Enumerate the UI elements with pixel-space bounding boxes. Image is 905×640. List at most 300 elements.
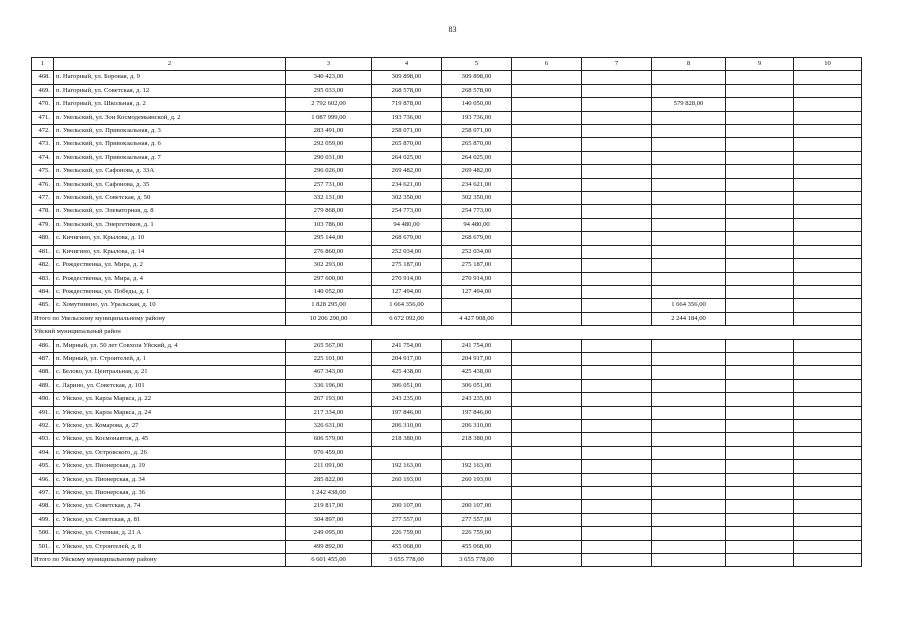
amount-cell-c6: [512, 446, 582, 459]
amount-cell-c3: 140 052,00: [286, 285, 372, 298]
amount-cell-c3: 279 868,00: [286, 205, 372, 218]
table-row: [32, 339, 862, 352]
row-number: 496.: [32, 473, 54, 486]
repair-funding-table: [31, 57, 862, 567]
amount-cell-c3: 217 334,00: [286, 406, 372, 419]
amount-cell-c3: 1 242 438,00: [286, 487, 372, 500]
amount-cell-c8: [652, 151, 726, 164]
amount-cell-c5: 140 050,00: [442, 98, 512, 111]
amount-cell-c3: 249 095,00: [286, 527, 372, 540]
amount-cell-c5: 425 438,00: [442, 366, 512, 379]
amount-cell-c10: [794, 473, 862, 486]
amount-cell-c7: [582, 138, 652, 151]
amount-cell-c7: [582, 192, 652, 205]
amount-cell-c5: 260 193,00: [442, 473, 512, 486]
amount-cell-c4: 719 878,00: [372, 98, 442, 111]
total-amount-c8: 2 244 184,00: [652, 312, 726, 325]
amount-cell-c10: [794, 393, 862, 406]
row-number: 475.: [32, 165, 54, 178]
amount-cell-c10: [794, 178, 862, 191]
amount-cell-c6: [512, 513, 582, 526]
row-number: 476.: [32, 178, 54, 191]
amount-cell-c4: 200 107,00: [372, 500, 442, 513]
address-cell: п. Мирный, ул. Строителей, д. 1: [54, 352, 286, 365]
amount-cell-c9: [726, 339, 794, 352]
amount-cell-c7: [582, 259, 652, 272]
row-number: 487.: [32, 352, 54, 365]
amount-cell-c6: [512, 366, 582, 379]
amount-cell-c4: 425 438,00: [372, 366, 442, 379]
address-cell: с. Белово, ул. Центральная, д. 21: [54, 366, 286, 379]
table-row: [32, 151, 862, 164]
table-row: [32, 218, 862, 231]
total-label: Итого по Уйскому муниципальному району: [32, 554, 286, 567]
amount-cell-c6: [512, 419, 582, 432]
amount-cell-c8: [652, 111, 726, 124]
table-body: [32, 71, 862, 567]
amount-cell-c9: [726, 218, 794, 231]
address-cell: п. Увельский, ул. Элеваторная, д. 8: [54, 205, 286, 218]
amount-cell-c10: [794, 151, 862, 164]
amount-cell-c8: [652, 285, 726, 298]
amount-cell-c7: [582, 433, 652, 446]
address-cell: п. Нагорный, ул. Советская, д. 12: [54, 84, 286, 97]
amount-cell-c10: [794, 259, 862, 272]
header-cell: 9: [726, 58, 794, 71]
amount-cell-c9: [726, 487, 794, 500]
amount-cell-c6: [512, 232, 582, 245]
amount-cell-c3: 257 731,00: [286, 178, 372, 191]
address-cell: с. Уйское, ул. Комарова, д. 27: [54, 419, 286, 432]
amount-cell-c5: 192 163,00: [442, 460, 512, 473]
amount-cell-c7: [582, 419, 652, 432]
table-row: [32, 232, 862, 245]
address-cell: с. Уйское, ул. Пионерская, д. 19: [54, 460, 286, 473]
amount-cell-c9: [726, 473, 794, 486]
table-row: [32, 125, 862, 138]
amount-cell-c3: 267 193,00: [286, 393, 372, 406]
amount-cell-c6: [512, 433, 582, 446]
amount-cell-c5: [442, 487, 512, 500]
address-cell: п. Увельский, ул. Привокзальная, д. 3: [54, 125, 286, 138]
amount-cell-c5: 258 071,00: [442, 125, 512, 138]
total-amount-c9: [726, 554, 794, 567]
amount-cell-c10: [794, 352, 862, 365]
amount-cell-c10: [794, 245, 862, 258]
amount-cell-c9: [726, 406, 794, 419]
table-row: [32, 299, 862, 312]
amount-cell-c7: [582, 98, 652, 111]
amount-cell-c5: 275 187,00: [442, 259, 512, 272]
amount-cell-c9: [726, 205, 794, 218]
page-number: 83: [448, 25, 457, 34]
amount-cell-c8: [652, 460, 726, 473]
row-number: 474.: [32, 151, 54, 164]
amount-cell-c7: [582, 366, 652, 379]
address-cell: с. Кичигино, ул. Крылова, д. 10: [54, 232, 286, 245]
amount-cell-c7: [582, 205, 652, 218]
amount-cell-c3: 1 087 999,00: [286, 111, 372, 124]
table-row: [32, 406, 862, 419]
amount-cell-c10: [794, 138, 862, 151]
amount-cell-c8: [652, 165, 726, 178]
section-label: Уйский муниципальный район: [32, 326, 862, 339]
row-number: 491.: [32, 406, 54, 419]
amount-cell-c7: [582, 513, 652, 526]
amount-cell-c10: [794, 500, 862, 513]
amount-cell-c3: 292 059,00: [286, 138, 372, 151]
amount-cell-c5: 268 578,00: [442, 84, 512, 97]
total-row: [32, 312, 862, 325]
amount-cell-c5: 94 480,00: [442, 218, 512, 231]
amount-cell-c6: [512, 245, 582, 258]
amount-cell-c6: [512, 393, 582, 406]
amount-cell-c10: [794, 111, 862, 124]
amount-cell-c9: [726, 540, 794, 553]
amount-cell-c6: [512, 379, 582, 392]
row-number: 486.: [32, 339, 54, 352]
amount-cell-c3: 976 459,00: [286, 446, 372, 459]
amount-cell-c6: [512, 151, 582, 164]
amount-cell-c8: [652, 192, 726, 205]
amount-cell-c4: 192 163,00: [372, 460, 442, 473]
address-cell: п. Нагорный, ул. Боровая, д. 9: [54, 71, 286, 84]
table-row: [32, 473, 862, 486]
amount-cell-c9: [726, 513, 794, 526]
amount-cell-c8: [652, 339, 726, 352]
table-row: [32, 245, 862, 258]
amount-cell-c7: [582, 84, 652, 97]
amount-cell-c3: 304 897,00: [286, 513, 372, 526]
amount-cell-c9: [726, 98, 794, 111]
table-row: [32, 487, 862, 500]
amount-cell-c7: [582, 245, 652, 258]
amount-cell-c8: [652, 352, 726, 365]
amount-cell-c9: [726, 138, 794, 151]
row-number: 483.: [32, 272, 54, 285]
row-number: 495.: [32, 460, 54, 473]
address-cell: с. Уйское, ул. Островского, д. 26: [54, 446, 286, 459]
amount-cell-c6: [512, 71, 582, 84]
amount-cell-c8: [652, 178, 726, 191]
amount-cell-c6: [512, 165, 582, 178]
amount-cell-c3: 295 144,00: [286, 232, 372, 245]
table-row: [32, 366, 862, 379]
amount-cell-c7: [582, 299, 652, 312]
amount-cell-c10: [794, 205, 862, 218]
amount-cell-c4: 306 051,00: [372, 379, 442, 392]
total-amount-c3: 10 206 290,00: [286, 312, 372, 325]
amount-cell-c9: [726, 245, 794, 258]
amount-cell-c5: 270 914,00: [442, 272, 512, 285]
table-row: [32, 393, 862, 406]
amount-cell-c6: [512, 111, 582, 124]
amount-cell-c9: [726, 446, 794, 459]
row-number: 470.: [32, 98, 54, 111]
row-number: 478.: [32, 205, 54, 218]
amount-cell-c3: 290 031,00: [286, 151, 372, 164]
amount-cell-c3: 336 196,00: [286, 379, 372, 392]
amount-cell-c7: [582, 111, 652, 124]
amount-cell-c9: [726, 165, 794, 178]
amount-cell-c10: [794, 527, 862, 540]
amount-cell-c4: 258 071,00: [372, 125, 442, 138]
amount-cell-c8: [652, 487, 726, 500]
address-cell: п. Увельский, ул. Энергетиков, д. 1: [54, 218, 286, 231]
address-cell: п. Увельский, ул. Привокзальная, д. 7: [54, 151, 286, 164]
amount-cell-c3: 340 423,00: [286, 71, 372, 84]
header-cell: 3: [286, 58, 372, 71]
amount-cell-c3: 2 792 602,00: [286, 98, 372, 111]
amount-cell-c9: [726, 232, 794, 245]
address-cell: с. Ларино, ул. Советская, д. 101: [54, 379, 286, 392]
header-cell: 10: [794, 58, 862, 71]
amount-cell-c7: [582, 272, 652, 285]
amount-cell-c6: [512, 272, 582, 285]
table-row: [32, 433, 862, 446]
address-cell: с. Уйское, ул. Пионерская, д. 36: [54, 487, 286, 500]
amount-cell-c5: 193 736,00: [442, 111, 512, 124]
address-cell: с. Уйское, ул. Карла Маркса, д. 22: [54, 393, 286, 406]
address-cell: с. Рождественка, ул. Мира, д. 4: [54, 272, 286, 285]
amount-cell-c6: [512, 205, 582, 218]
row-number: 493.: [32, 433, 54, 446]
amount-cell-c4: 243 235,00: [372, 393, 442, 406]
amount-cell-c5: 306 051,00: [442, 379, 512, 392]
amount-cell-c9: [726, 285, 794, 298]
amount-cell-c8: 1 664 356,00: [652, 299, 726, 312]
total-amount-c5: 3 655 778,00: [442, 554, 512, 567]
row-number: 500.: [32, 527, 54, 540]
row-number: 468.: [32, 71, 54, 84]
amount-cell-c7: [582, 151, 652, 164]
total-amount-c9: [726, 312, 794, 325]
amount-cell-c5: 309 898,00: [442, 71, 512, 84]
amount-cell-c7: [582, 527, 652, 540]
table-row: [32, 379, 862, 392]
amount-cell-c8: [652, 71, 726, 84]
header-cell: 4: [372, 58, 442, 71]
table-row: [32, 71, 862, 84]
amount-cell-c4: 268 679,00: [372, 232, 442, 245]
address-cell: с. Уйское, ул. Пионерская, д. 34: [54, 473, 286, 486]
amount-cell-c8: [652, 125, 726, 138]
row-number: 489.: [32, 379, 54, 392]
amount-cell-c5: 268 679,00: [442, 232, 512, 245]
amount-cell-c10: [794, 433, 862, 446]
table-row: [32, 446, 862, 459]
header-cell: 6: [512, 58, 582, 71]
amount-cell-c10: [794, 366, 862, 379]
amount-cell-c4: 1 664 356,00: [372, 299, 442, 312]
amount-cell-c6: [512, 487, 582, 500]
amount-cell-c9: [726, 393, 794, 406]
amount-cell-c4: 204 917,00: [372, 352, 442, 365]
address-cell: с. Уйское, ул. Строителей, д. 8: [54, 540, 286, 553]
amount-cell-c9: [726, 433, 794, 446]
total-amount-c6: [512, 312, 582, 325]
amount-cell-c5: 234 621,00: [442, 178, 512, 191]
total-label: Итого по Увельскому муниципальному району: [32, 312, 286, 325]
amount-cell-c9: [726, 111, 794, 124]
amount-cell-c3: 283 491,00: [286, 125, 372, 138]
amount-cell-c7: [582, 125, 652, 138]
amount-cell-c8: [652, 232, 726, 245]
table-row: [32, 192, 862, 205]
row-number: 494.: [32, 446, 54, 459]
amount-cell-c5: 197 846,00: [442, 406, 512, 419]
amount-cell-c3: 332 131,00: [286, 192, 372, 205]
amount-cell-c7: [582, 352, 652, 365]
amount-cell-c5: 265 870,00: [442, 138, 512, 151]
amount-cell-c4: 455 068,00: [372, 540, 442, 553]
amount-cell-c7: [582, 540, 652, 553]
amount-cell-c8: [652, 259, 726, 272]
address-cell: с. Уйское, ул. Советская, д. 74: [54, 500, 286, 513]
table-row: [32, 178, 862, 191]
total-amount-c8: [652, 554, 726, 567]
table-row: [32, 513, 862, 526]
row-number: 484.: [32, 285, 54, 298]
amount-cell-c3: 219 817,00: [286, 500, 372, 513]
table-row: [32, 272, 862, 285]
address-cell: с. Уйское, ул. Советская, д. 81: [54, 513, 286, 526]
amount-cell-c5: 277 557,00: [442, 513, 512, 526]
amount-cell-c8: [652, 84, 726, 97]
amount-cell-c3: 302 293,00: [286, 259, 372, 272]
amount-cell-c9: [726, 500, 794, 513]
amount-cell-c9: [726, 259, 794, 272]
amount-cell-c6: [512, 473, 582, 486]
row-number: 481.: [32, 245, 54, 258]
amount-cell-c4: 206 310,00: [372, 419, 442, 432]
row-number: 490.: [32, 393, 54, 406]
amount-cell-c4: 252 034,00: [372, 245, 442, 258]
amount-cell-c6: [512, 460, 582, 473]
amount-cell-c4: 94 480,00: [372, 218, 442, 231]
amount-cell-c8: [652, 138, 726, 151]
amount-cell-c6: [512, 540, 582, 553]
amount-cell-c8: [652, 406, 726, 419]
amount-cell-c4: 260 193,00: [372, 473, 442, 486]
amount-cell-c10: [794, 232, 862, 245]
amount-cell-c10: [794, 285, 862, 298]
amount-cell-c6: [512, 84, 582, 97]
row-number: 497.: [32, 487, 54, 500]
amount-cell-c10: [794, 339, 862, 352]
amount-cell-c3: 211 091,00: [286, 460, 372, 473]
amount-cell-c8: [652, 205, 726, 218]
amount-cell-c4: [372, 487, 442, 500]
table-row: [32, 259, 862, 272]
amount-cell-c5: 302 350,00: [442, 192, 512, 205]
table-row: [32, 165, 862, 178]
amount-cell-c4: 127 494,00: [372, 285, 442, 298]
header-cell: 2: [54, 58, 286, 71]
amount-cell-c7: [582, 500, 652, 513]
amount-cell-c8: [652, 379, 726, 392]
amount-cell-c6: [512, 406, 582, 419]
row-number: 498.: [32, 500, 54, 513]
amount-cell-c9: [726, 84, 794, 97]
amount-cell-c5: 254 773,00: [442, 205, 512, 218]
amount-cell-c10: [794, 272, 862, 285]
amount-cell-c6: [512, 527, 582, 540]
address-cell: с. Рождественка, ул. Мира, д. 2: [54, 259, 286, 272]
amount-cell-c7: [582, 393, 652, 406]
amount-cell-c8: [652, 366, 726, 379]
row-number: 473.: [32, 138, 54, 151]
address-cell: п. Увельский, ул. Советская, д. 50: [54, 192, 286, 205]
address-cell: с. Уйское, ул. Карла Маркса, д. 24: [54, 406, 286, 419]
amount-cell-c9: [726, 178, 794, 191]
address-cell: п. Увельский, ул. Зои Космодемьянской, д. 2: [54, 111, 286, 124]
address-cell: п. Нагорный, ул. Школьная, д. 2: [54, 98, 286, 111]
amount-cell-c7: [582, 406, 652, 419]
row-number: 492.: [32, 419, 54, 432]
amount-cell-c4: 269 482,00: [372, 165, 442, 178]
amount-cell-c10: [794, 540, 862, 553]
row-number: 501.: [32, 540, 54, 553]
amount-cell-c5: 127 494,00: [442, 285, 512, 298]
amount-cell-c8: [652, 500, 726, 513]
address-cell: п. Увельский, ул. Сафонова, д. 35: [54, 178, 286, 191]
amount-cell-c9: [726, 151, 794, 164]
row-number: 485.: [32, 299, 54, 312]
amount-cell-c9: [726, 71, 794, 84]
total-amount-c4: 6 672 092,00: [372, 312, 442, 325]
amount-cell-c3: 606 579,00: [286, 433, 372, 446]
table-row: [32, 205, 862, 218]
amount-cell-c9: [726, 527, 794, 540]
row-number: 472.: [32, 125, 54, 138]
amount-cell-c6: [512, 125, 582, 138]
amount-cell-c8: [652, 446, 726, 459]
amount-cell-c4: [372, 446, 442, 459]
amount-cell-c4: 268 578,00: [372, 84, 442, 97]
amount-cell-c10: [794, 71, 862, 84]
amount-cell-c10: [794, 84, 862, 97]
amount-cell-c4: 241 754,00: [372, 339, 442, 352]
amount-cell-c5: [442, 299, 512, 312]
address-cell: п. Мирный, ул. 50 лет Совхоза Уйский, д. 4: [54, 339, 286, 352]
amount-cell-c10: [794, 299, 862, 312]
table-row: [32, 285, 862, 298]
amount-cell-c9: [726, 366, 794, 379]
amount-cell-c8: [652, 393, 726, 406]
amount-cell-c5: 226 759,00: [442, 527, 512, 540]
row-number: 499.: [32, 513, 54, 526]
amount-cell-c6: [512, 98, 582, 111]
amount-cell-c7: [582, 473, 652, 486]
address-cell: с. Рождественка, ул. Победы, д. 1: [54, 285, 286, 298]
amount-cell-c5: 243 235,00: [442, 393, 512, 406]
amount-cell-c3: 499 892,00: [286, 540, 372, 553]
amount-cell-c8: [652, 419, 726, 432]
amount-cell-c7: [582, 218, 652, 231]
row-number: 471.: [32, 111, 54, 124]
amount-cell-c6: [512, 192, 582, 205]
amount-cell-c3: 103 786,00: [286, 218, 372, 231]
amount-cell-c6: [512, 259, 582, 272]
total-amount-c6: [512, 554, 582, 567]
amount-cell-c10: [794, 192, 862, 205]
amount-cell-c8: [652, 527, 726, 540]
header-cell: 5: [442, 58, 512, 71]
amount-cell-c5: 204 917,00: [442, 352, 512, 365]
amount-cell-c10: [794, 406, 862, 419]
amount-cell-c10: [794, 513, 862, 526]
